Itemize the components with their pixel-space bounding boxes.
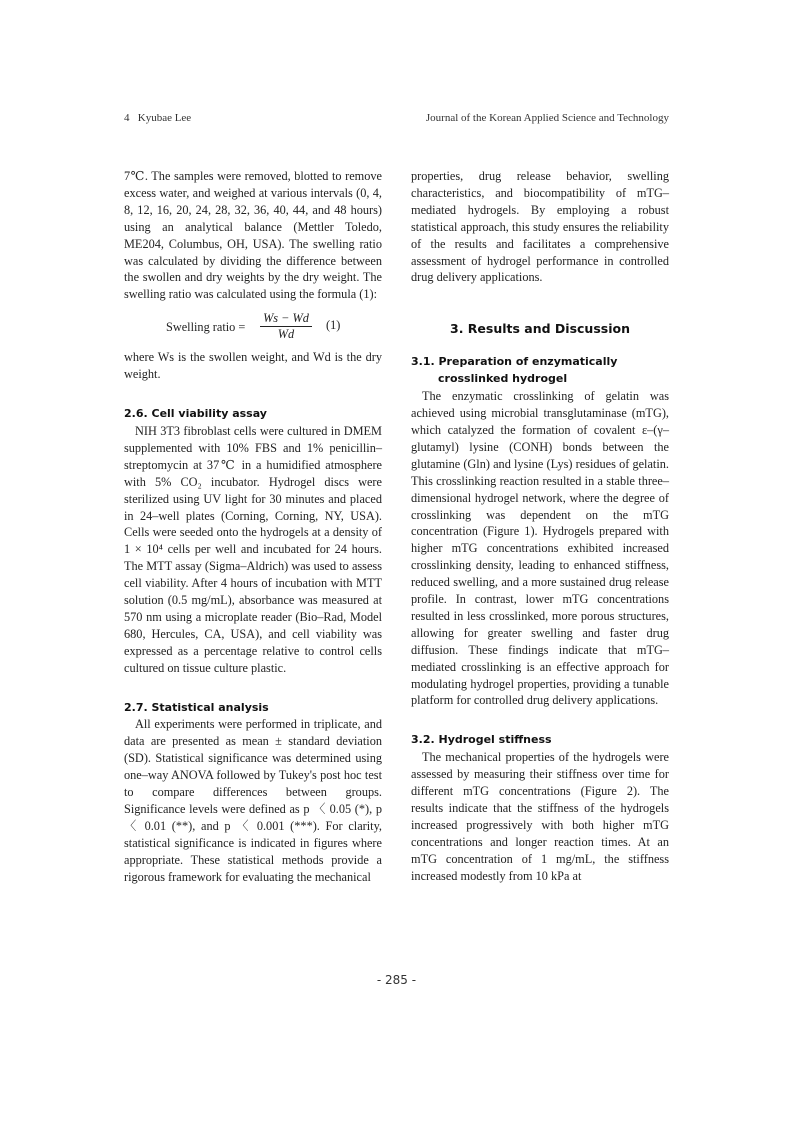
section-2-6-paragraph: NIH 3T3 fibroblast cells were cultured in DMEM supplemented with 10% FBS and 1% penicillin–streptomycin at 37℃ in a humidified atmosphere with 5% CO₂ incubator. Hydrogel discs were sterilized using UV light for 30 minutes and placed in 24–well plates (Corning, Corning, NY, USA). Cells were seeded onto the hydrogels at a density of 1 × 10⁴ cells per well and incubated for 24 hours. The MTT assay (Sigma–Aldrich) was used to assess cell viability. After 4 hours of incubation with MTT solution (0.5 mg/mL), absorbance was measured at 570 nm using a microplate reader (Bio–Rad, Model 680, Hercules, CA, USA), and cell viability was expressed as a percentage relative to control cells cultured on tissue culture plastic.: [124, 423, 382, 675]
left-column: [124, 168, 382, 886]
equation-fraction: [260, 311, 312, 342]
equation-label: Swelling ratio =: [166, 320, 246, 335]
section-2-6-heading: 2.6. Cell viability assay: [124, 407, 267, 421]
swelling-ratio-equation: [124, 311, 382, 343]
section-2-7-paragraph: All experiments were performed in triplicate, and data are presented as mean ± standard deviation (SD). Statistical significance was determined using one–way ANOVA followed by Tukey's post hoc test to compare differences between groups. Significance levels were defined as p 〈 0.05 (*), p 〈 0.01 (**), and p 〈 0.001 (***). For clarity, statistical significance is indicated in figures where appropriate. These statistical methods provide a rigorous framework for evaluating the mechanical: [124, 717, 382, 884]
equation-number: (1): [326, 318, 341, 333]
page-footer: - 285 -: [376, 973, 417, 987]
section-3-1-paragraph: The enzymatic crosslinking of gelatin was achieved using microbial transglutaminase (mTG), which catalyzed the formation of covalent ε–(γ–glutamyl) lysine (CONH) bonds between the glutamine (Gln) and lysine (Lys) residues of gelatin. This crosslinking reaction resulted in a stable three–dimensional hydrogel network, where the degree of crosslinking was dependent on the mTG concentration (Figure 1). Hydrogels prepared with higher mTG concentrations exhibited increased crosslinking density, leading to enhanced stiffness, reduced swelling, and a more sustained drug release profile. In contrast, lower mTG concentrations resulted in less crosslinked, more porous structures, allowing for greater swelling and faster drug diffusion. These findings indicate that mTG–mediated crosslinking is an effective approach for modulating hydrogel properties, providing a tunable platform for controlled drug delivery applications.: [411, 389, 669, 708]
header-left: [124, 112, 191, 124]
section-3-heading: 3. Results and Discussion: [450, 321, 630, 337]
author-name: Kyubae Lee: [137, 112, 192, 124]
section-3-1-heading: [411, 354, 669, 388]
equation-numerator: Ws − Wd: [260, 311, 312, 327]
continued-paragraph: properties, drug release behavior, swelling characteristics, and biocompatibility of mTG–mediated hydrogels. By employing a robust statistical approach, this study ensures the reliability of the results and facilitates a comprehensive assessment of hydrogel performance in controlled drug delivery applications.: [411, 169, 669, 285]
section-3-1-heading-line2: crosslinked hydrogel: [438, 372, 568, 386]
swelling-paragraph: 7℃. The samples were removed, blotted to remove excess water, and weighed at various intervals (0, 4, 8, 12, 16, 20, 24, 28, 32, 36, 40, 44, and 48 hours) using an analytical balance (Mettler Toledo, ME204, Columbus, OH, USA). The swelling ratio was calculated by dividing the difference between the swollen and dry weights by the dry weight. The swelling ratio was calculated using the formula (1):: [124, 169, 382, 302]
page-number: 4: [124, 112, 130, 124]
right-column: [411, 168, 669, 885]
section-3-2-heading: 3.2. Hydrogel stiffness: [411, 733, 552, 747]
journal-name: Journal of the Korean Applied Science and Technology: [425, 112, 669, 124]
section-3-1-heading-line1: 3.1. Preparation of enzymatically: [411, 355, 618, 369]
section-2-7-heading: 2.7. Statistical analysis: [124, 700, 269, 714]
where-paragraph: where Ws is the swollen weight, and Wd is the dry weight.: [124, 350, 382, 382]
running-header: [124, 112, 669, 128]
equation-denominator: Wd: [277, 327, 295, 342]
section-3-2-paragraph: The mechanical properties of the hydrogels were assessed by measuring their stiffness over time for different mTG concentrations (Figure 2). The results indicate that the stiffness of the hydrogels increased progressively with both higher mTG concentrations and longer reaction times. At an mTG concentration of 1 mg/mL, the stiffness increased modestly from 10 kPa at: [411, 750, 669, 883]
